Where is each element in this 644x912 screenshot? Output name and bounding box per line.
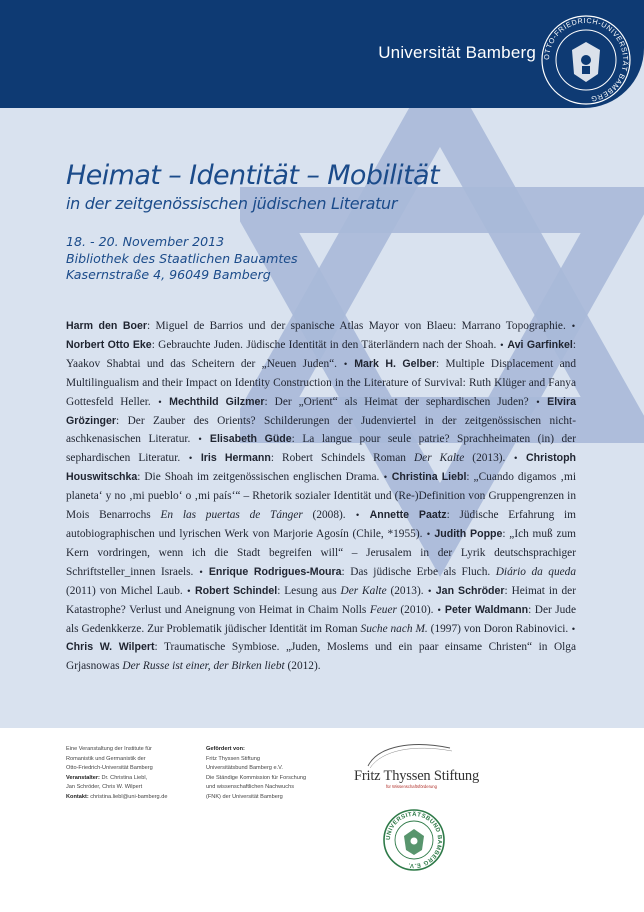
- organizers-names: Jan Schröder, Chris W. Wilpert: [66, 784, 143, 791]
- speaker-name: Elvira Grözinger: [66, 395, 576, 427]
- speaker-name: Robert Schindel: [194, 584, 278, 597]
- bullet-separator: •: [183, 585, 194, 596]
- bullet-separator: •: [506, 453, 525, 464]
- speaker-name: Chris W. Wilpert: [66, 641, 155, 654]
- bullet-separator: •: [194, 566, 208, 577]
- bullet-separator: •: [566, 321, 575, 331]
- speaker-name: Elisabeth Güde: [209, 433, 292, 446]
- header-bar: [0, 0, 644, 108]
- talk-title: Der „Orient“ als Heimat der sephardischen Juden?: [274, 395, 529, 408]
- talk-title: (2012).: [284, 660, 321, 673]
- talk-title: (2013).: [464, 452, 506, 465]
- speaker-name: Norbert Otto Eke: [66, 338, 152, 351]
- event-venue: Bibliothek des Staatlichen Bauamtes: [66, 250, 298, 266]
- talk-title: Jüdische Erfahrung im autobiographischen und lyrischen Werk von Marjorie Agosín (Chile, *1955).: [66, 509, 576, 540]
- speaker-name: Judith Poppe: [434, 527, 503, 540]
- speaker-name: Mark H. Gelber: [354, 357, 436, 370]
- bullet-separator: •: [151, 396, 169, 407]
- sponsor-line: Die Ständige Kommission für Forschung: [206, 774, 307, 781]
- speaker-name: Christoph Houswitschka: [66, 452, 577, 484]
- speaker-list: Harm den Boer: Miguel de Barrios und der spanische Atlas Mayor von Blaeu: Marrano Topographie. • Norbert Otto Eke: Gebrauchte Juden. Jüdische Identität in den Täterländern nach der Shoah. • Avi Garfinkel: Yaakov Shabtai und das Scheitern der „Neuen Juden“. • Mark H. Gelber: Multiple Displacement and Multilingualism and their Impact on Identity Construction in the Literature of Survival: Ruth Klüger and Fanya Gottesfeld Heller. • Mechthild Gilzmer: Der „Orient“ als Heimat der sephardischen Juden? • Elvira Grözinger: Der Zauber des Orients? Schilderungen der Judenviertel in der zeitgenössischen nicht-aschkenasischen Literatur. • Elisabeth Güde: La langue pour seule patrie? Sprachheimaten (in) der sephardischen Literatur. • Iris Hermann: Robert Schindels Roman Der Kalte (2013). • Christoph Houswitschka: Die Shoah im zeitgenössischen englischen Drama. • Christina Liebl: „Cuando digamos ‚mi planeta‘ y no ‚mi pueblo‘ o ‚mi país‘“ – Rhetorik sozialer Identität und (Re-)Definition von Gruppengrenzen in Mois Benarrochs En las puertas de Tánger (2008). • Annette Paatz: Jüdische Erfahrung im autobiographischen und lyrischen Werk von Marjorie Agosín (Chile, *1955). • Judith Poppe: „Ich muß zum Kern vordringen, wenn ich die Stadt begreifen will“ – Jerusalem in der Lyrik deutschsprachiger Schriftsteller_innen Israels. • Enrique Rodrigues-Moura: Das jüdische Erbe als Fluch. Diário da queda (2011) von Michel Laub. • Robert Schindel: Lesung aus Der Kalte (2013). • Jan Schröder: Heimat in der Katastrophe? Verlust und Aneignung von Heimat in Chaim Nolls Feuer (2010). • Peter Waldmann: Der Jude als Gedenkkerze. Zur Problematik jüdischer Identität im Roman Suche nach M. (1997) von Doron Rabinovici. • Chris W. Wilpert: Traumatische Symbiose. „Juden, Moslems und ein paar einsame Christen“ in Olga Grjasnowas Der Russe ist einer, der Birken liebt (2012).: [66, 320, 577, 673]
- footer-organizer-info: [66, 745, 167, 803]
- sponsors-label: Gefördert von:: [206, 746, 245, 752]
- talk-title: „Ich muß zum Kern vordringen, wenn ich die Stadt begreifen will“ – Jerusalem in der Lyrik deutschsprachiger Schriftsteller_innen Israels.: [66, 527, 576, 578]
- event-dates: 18. - 20. November 2013: [66, 234, 225, 249]
- organizers-label: Veranstalter:: [66, 774, 100, 781]
- contact-label: Kontakt:: [66, 793, 89, 800]
- fritz-thyssen-name: Fritz Thyssen Stiftung: [354, 768, 480, 784]
- bullet-separator: •: [338, 358, 354, 369]
- speaker-name: Annette Paatz: [369, 509, 447, 522]
- talk-title: Traumatische Symbiose. „Juden, Moslems und ein paar einsame Christen“ in Olga Grjasnowas: [66, 641, 576, 673]
- work-title: Der Russe ist einer, der Birken liebt: [122, 660, 285, 673]
- work-title: Diário da queda: [495, 565, 576, 578]
- speaker-name: Avi Garfinkel: [507, 338, 573, 351]
- sponsor-line: (FNK) der Universität Bamberg: [206, 793, 283, 800]
- event-address: Kasernstraße 4, 96049 Bamberg: [66, 267, 271, 282]
- talk-title: (2013).: [386, 584, 424, 597]
- page-subtitle: in der zeitgenössischen jüdischen Literatur: [66, 194, 398, 213]
- contact-email[interactable]: christina.liebl@uni-bamberg.de: [90, 793, 168, 800]
- sponsor-line: Universitätsbund Bamberg e.V.: [206, 765, 283, 772]
- speaker-name: Mechthild Gilzmer: [169, 395, 265, 408]
- speaker-name: Christina Liebl: [391, 471, 467, 484]
- talk-title: Die Shoah im zeitgenössischen englischen Drama.: [144, 471, 380, 484]
- footer-line: Otto-Friedrich-Universität Bamberg: [66, 765, 153, 772]
- fritz-thyssen-logo: [340, 742, 490, 798]
- talk-title: Der Jude als Gedenkkerze. Zur Problematik jüdischer Identität im Roman: [66, 603, 577, 635]
- talk-title: Robert Schindels Roman: [282, 452, 414, 465]
- speaker-name: Jan Schröder: [435, 584, 505, 597]
- bullet-separator: •: [380, 472, 391, 483]
- talk-title: (2008).: [302, 509, 346, 522]
- talk-title: Yaakov Shabtai und das Scheitern der „Neuen Juden“.: [66, 357, 338, 370]
- sponsor-line: Fritz Thyssen Stiftung: [206, 755, 260, 762]
- ub-seal-text: UNIVERSITÄTSBUND BAMBERG E.V.: [385, 811, 443, 869]
- bullet-separator: •: [181, 453, 200, 464]
- fritz-thyssen-tagline: für Wissenschaftsförderung: [386, 784, 437, 789]
- sponsor-line: und wissenschaftlichen Nachwuchs: [206, 784, 294, 791]
- footer-sponsors: [206, 745, 306, 803]
- talk-title: Das jüdische Erbe als Fluch.: [350, 565, 496, 578]
- bullet-separator: •: [529, 396, 547, 407]
- bullet-separator: •: [569, 623, 576, 634]
- bullet-separator: •: [424, 585, 435, 596]
- universitaetsbund-seal-icon: [382, 808, 446, 872]
- talk-title: „Cuando digamos ‚mi planeta‘ y no ‚mi pueblo‘ o ‚mi país‘“ – Rhetorik sozialer Identität und (Re-)Definition von Gruppengrenzen in Mois Benarrochs: [66, 471, 576, 522]
- talk-title: Gebrauchte Juden. Jüdische Identität in den Täterländern nach der Shoah.: [158, 338, 497, 351]
- talk-title: Heimat in der Katastrophe? Verlust und Aneignung von Heimat in Chaim Nolls: [66, 584, 576, 616]
- speaker-name: Harm den Boer: [66, 320, 147, 332]
- talk-title: (2011) von Michel Laub.: [66, 584, 183, 597]
- speaker-name: Enrique Rodrigues-Moura: [208, 565, 342, 578]
- bullet-separator: •: [346, 510, 369, 521]
- work-title: Der Kalte: [413, 452, 465, 465]
- footer-line: Eine Veranstaltung der Institute für: [66, 746, 152, 752]
- event-info: [66, 234, 298, 284]
- talk-title: (1997) von Doron Rabinovici.: [427, 622, 569, 635]
- bullet-separator: •: [423, 528, 434, 539]
- seal-arc-text: OTTO-FRIEDRICH-UNIVERSITÄT BAMBERG: [541, 15, 631, 104]
- talk-title: Lesung aus: [284, 584, 341, 597]
- organizers-names: Dr. Christina Liebl,: [101, 774, 148, 781]
- speaker-name: Peter Waldmann: [444, 603, 529, 616]
- university-seal-icon: [538, 12, 634, 108]
- talk-title: La langue pour seule patrie? Sprachheimaten (in) der sephardischen Literatur.: [66, 433, 576, 465]
- talk-title: Der Zauber des Orients? Schilderungen der Judenviertel in der zeitgenössischen nicht-aschkenasischen Literatur.: [66, 414, 576, 446]
- work-title: Der Kalte: [340, 584, 387, 597]
- work-title: Feuer: [369, 603, 397, 616]
- page-title: Heimat – Identität – Mobilität: [66, 160, 439, 191]
- bullet-separator: •: [191, 434, 209, 445]
- bullet-separator: •: [497, 339, 507, 350]
- work-title: En las puertas de Tánger: [160, 509, 303, 522]
- talk-title: (2010).: [396, 603, 434, 616]
- footer-line: Romanistik und Germanistik der: [66, 755, 146, 762]
- speaker-name: Iris Hermann: [200, 452, 271, 465]
- talk-title: Multiple Displacement and Multilingualism and their Impact on Identity Construction in the Literature of Survival: Ruth Klüger and Fanya Gottesfeld Heller.: [66, 357, 576, 408]
- bullet-separator: •: [434, 604, 444, 615]
- talk-title: Miguel de Barrios und der spanische Atlas Mayor von Blaeu: Marrano Topographie.: [155, 320, 566, 332]
- university-name: Universität Bamberg: [378, 43, 536, 62]
- work-title: Suche nach M.: [360, 622, 428, 635]
